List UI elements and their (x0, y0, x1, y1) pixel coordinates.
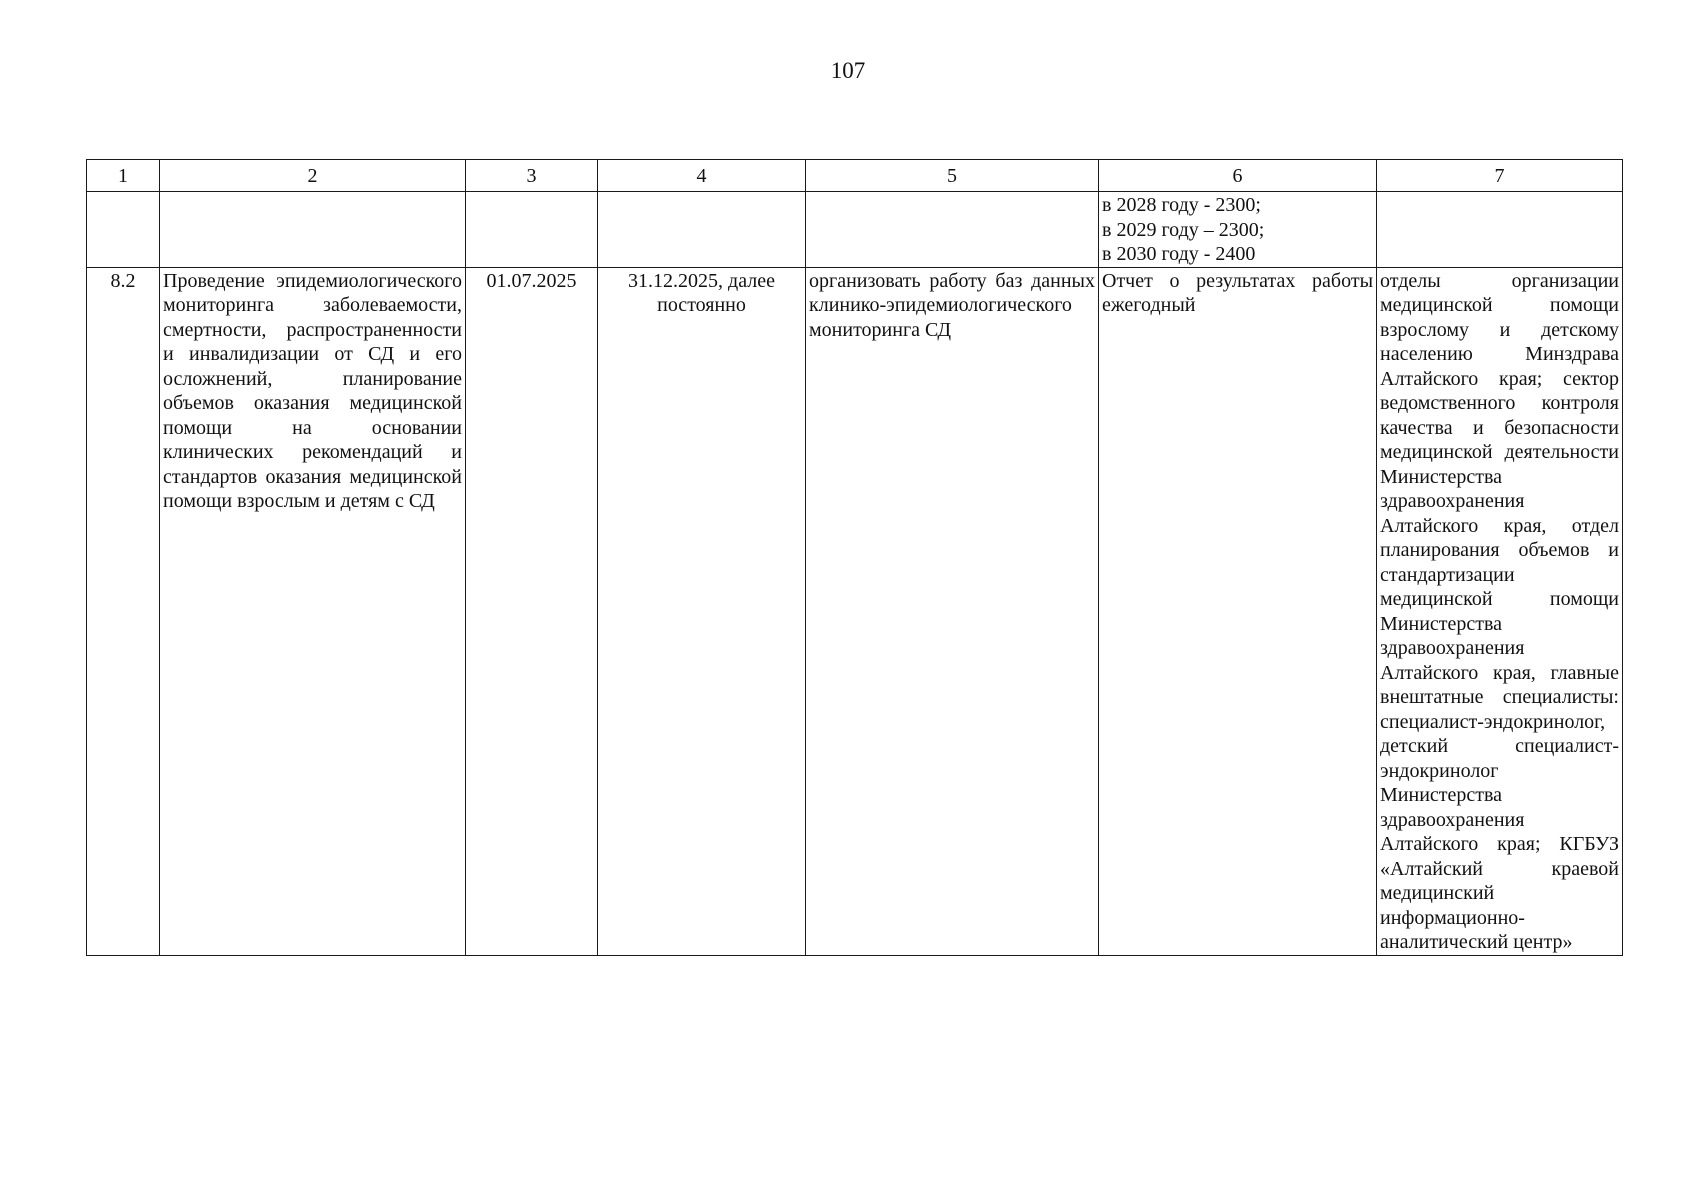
header-col-3: 3 (466, 160, 598, 192)
table-row (87, 267, 1623, 955)
start-date: 01.07.2025 (466, 267, 598, 955)
continuation-row (87, 192, 1623, 268)
expected-result: организовать работу баз данных клинико-эпидемиологического мониторинга СД (806, 267, 1099, 955)
responsible-executors: отделы организации медицинской помощи взрослому и детскому населению Минздрава Алтайского края; сектор ведомственного контроля качества и безопасности медицинской деятельности Министерства здравоохранения Алтайского края, отдел планирования объемов и стандартизации медицинской помощи Министерства здравоохранения Алтайского края, главные внештатные специалисты: специалист-эндокринолог, детский специалист-эндокринолог Министерства здравоохранения Алтайского края; КГБУЗ «Алтайский краевой медицинский информационно-аналитический центр» (1377, 267, 1623, 955)
end-date: 31.12.2025, далее постоянно (598, 267, 806, 955)
cont-cell-7 (1377, 192, 1623, 268)
page-number: 107 (830, 58, 866, 83)
target-2030: в 2030 году - 2400 (1102, 243, 1256, 265)
cont-cell-2 (160, 192, 466, 268)
indicator: Отчет о результатах работы ежегодный (1099, 267, 1377, 955)
cont-cell-6 (1099, 192, 1377, 268)
cont-cell-3 (466, 192, 598, 268)
table-header-row (87, 160, 1623, 192)
target-2029: в 2029 году – 2300; (1102, 218, 1265, 241)
header-col-6: 6 (1099, 160, 1377, 192)
header-col-4: 4 (598, 160, 806, 192)
cont-cell-1 (87, 192, 160, 268)
target-2028: в 2028 году - 2300; (1102, 194, 1261, 216)
row-number: 8.2 (87, 267, 160, 955)
header-col-5: 5 (806, 160, 1099, 192)
activity-description: Проведение эпидемиологического мониторинга заболеваемости, смертности, распространенности и инвалидизации от СД и его осложнений, планирование объемов оказания медицинской помощи на основании клинических рекомендаций и стандартов оказания медицинской помощи взрослым и детям с СД (160, 267, 466, 955)
cont-cell-4 (598, 192, 806, 268)
plan-table (86, 159, 1623, 956)
header-col-1: 1 (87, 160, 160, 192)
header-col-7: 7 (1377, 160, 1623, 192)
header-col-2: 2 (160, 160, 466, 192)
cont-cell-5 (806, 192, 1099, 268)
